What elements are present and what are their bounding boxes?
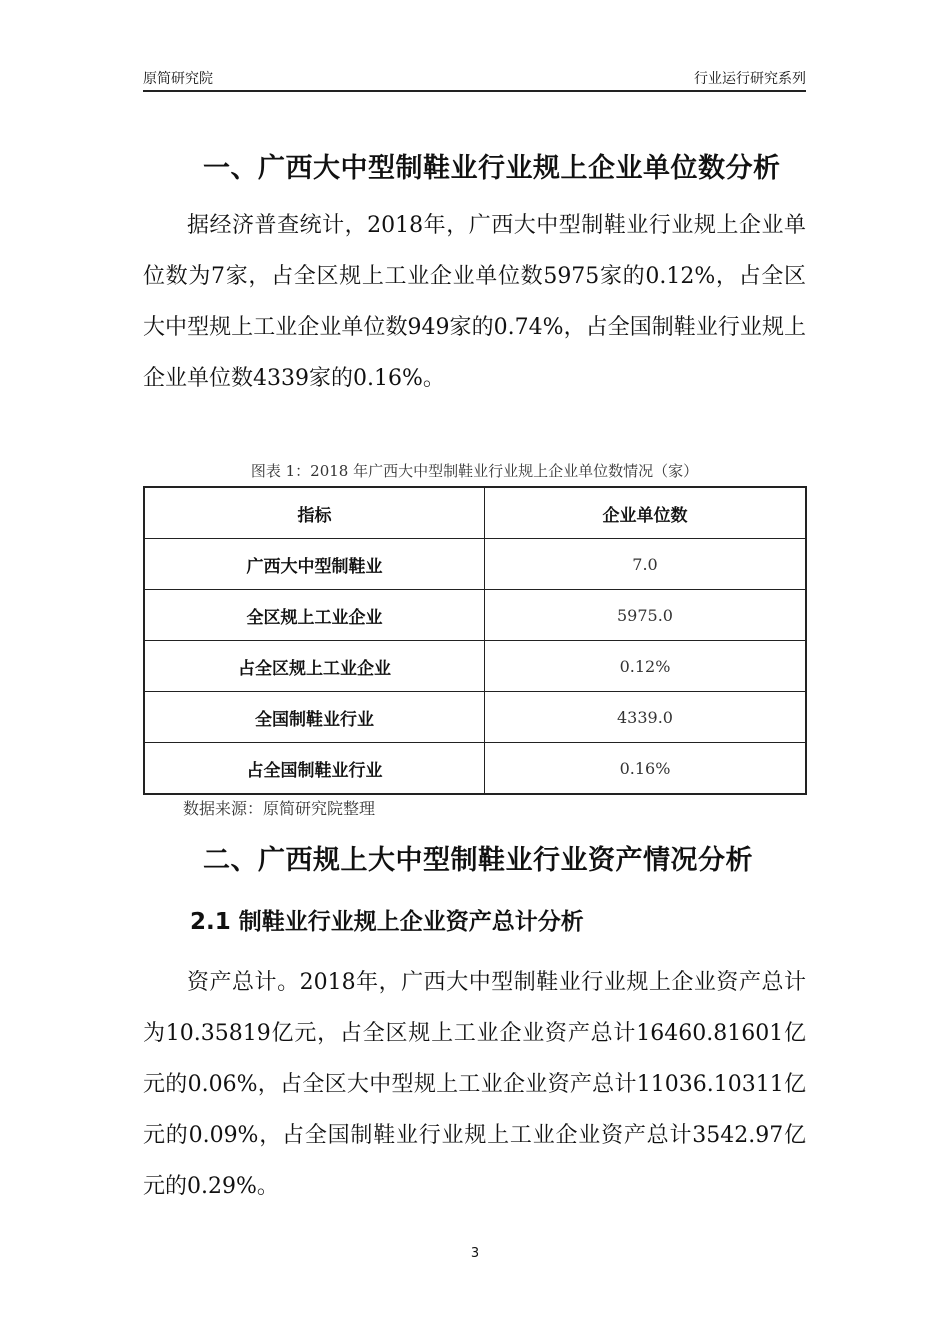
table1-caption: 图表 1：2018 年广西大中型制鞋业行业规上企业单位数情况（家）	[250, 462, 699, 480]
table-cell-value: 5975.0	[485, 590, 807, 641]
table-cell-label: 占全国制鞋业行业	[144, 743, 485, 795]
table-header-count: 企业单位数	[485, 487, 807, 539]
section1-paragraph: 据经济普查统计，2018年，广西大中型制鞋业行业规上企业单位数为7家，占全区规上工业企业单位数5975家的0.12%，占全区大中型规上工业企业单位数949家的0.74%，占全国制鞋业行业规上企业单位数4339家的0.16%。	[143, 213, 806, 391]
header-series-name: 行业运行研究系列	[694, 71, 806, 87]
table-row	[144, 743, 806, 795]
subsection-2-1-title: 2.1 制鞋业行业规上企业资产总计分析	[190, 909, 584, 935]
table-row	[144, 590, 806, 641]
table-row	[144, 641, 806, 692]
subsection-2-1-paragraph: 资产总计。2018年，广西大中型制鞋业行业规上企业资产总计为10.35819亿元，占全区规上工业企业资产总计16460.81601亿元的0.06%，占全区大中型规上工业企业资产总计11036.10311亿元的0.09%，占全国制鞋业行业规上工业企业资产总计3542.97亿元的0.29%。	[143, 970, 806, 1199]
table-cell-label: 广西大中型制鞋业	[144, 539, 485, 590]
table-cell-label: 全区规上工业企业	[144, 590, 485, 641]
table-cell-label: 占全区规上工业企业	[144, 641, 485, 692]
table-cell-value: 4339.0	[485, 692, 807, 743]
page-number: 3	[470, 1246, 480, 1261]
header-org-name: 原简研究院	[143, 71, 213, 87]
table1-source: 数据来源：原简研究院整理	[183, 799, 376, 818]
table-row	[144, 692, 806, 743]
table-cell-value: 7.0	[485, 539, 807, 590]
table-cell-label: 全国制鞋业行业	[144, 692, 485, 743]
table-header-row	[144, 487, 806, 539]
table-row	[144, 539, 806, 590]
table1	[143, 486, 807, 795]
page-header	[143, 66, 806, 92]
table-header-indicator: 指标	[144, 487, 485, 539]
table-cell-value: 0.12%	[485, 641, 807, 692]
section2-title: 二、广西规上大中型制鞋业行业资产情况分析	[203, 845, 753, 876]
section1-title: 一、广西大中型制鞋业行业规上企业单位数分析	[203, 153, 781, 184]
table-cell-value: 0.16%	[485, 743, 807, 795]
